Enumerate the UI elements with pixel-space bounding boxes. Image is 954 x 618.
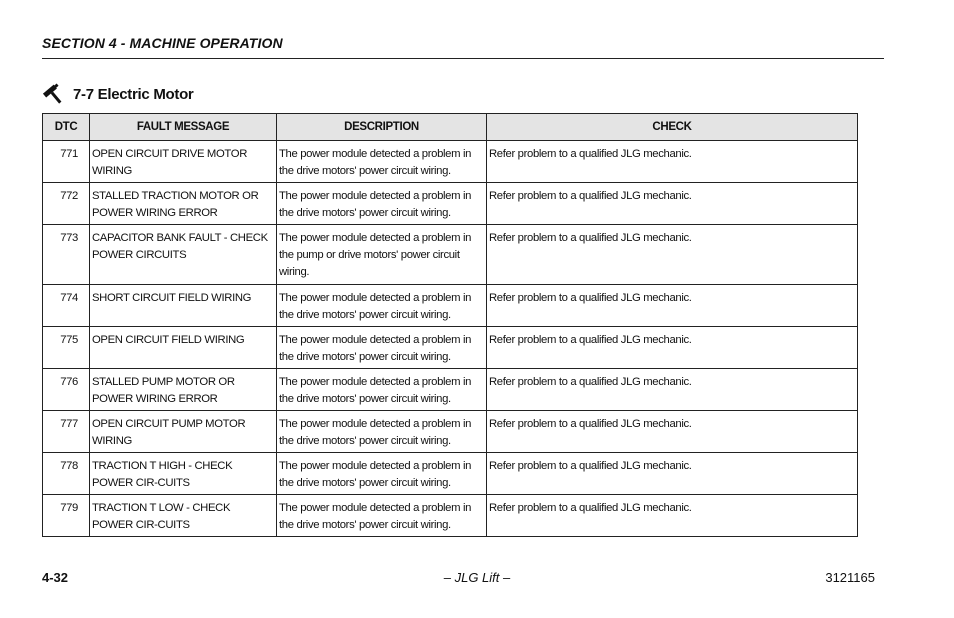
table-row [43,285,858,327]
dtc-cell: 779 [43,495,90,537]
dtc-cell: 776 [43,369,90,411]
check-cell: Refer problem to a qualified JLG mechanic. [487,411,858,453]
table-header-row [43,114,858,141]
column-header-dtc: DTC [43,114,90,141]
check-cell: Refer problem to a qualified JLG mechanic. [487,327,858,369]
description-cell: The power module detected a problem in the drive motors' power circuit wiring. [277,495,487,537]
fault-message-cell: OPEN CIRCUIT DRIVE MOTOR WIRING [90,141,277,183]
footer-brand: – JLG Lift – [443,570,511,585]
dtc-cell: 777 [43,411,90,453]
dtc-cell: 772 [43,183,90,225]
check-cell: Refer problem to a qualified JLG mechanic. [487,141,858,183]
check-cell: Refer problem to a qualified JLG mechanic. [487,495,858,537]
column-header-check: CHECK [487,114,858,141]
check-cell: Refer problem to a qualified JLG mechanic. [487,225,858,285]
document-number: 3121165 [825,570,875,585]
fault-message-cell: CAPACITOR BANK FAULT - CHECK POWER CIRCUITS [90,225,277,285]
dtc-cell: 775 [43,327,90,369]
description-cell: The power module detected a problem in the drive motors' power circuit wiring. [277,141,487,183]
dtc-cell: 771 [43,141,90,183]
fault-message-cell: STALLED TRACTION MOTOR OR POWER WIRING ERROR [90,183,277,225]
description-cell: The power module detected a problem in the drive motors' power circuit wiring. [277,285,487,327]
fault-message-cell: OPEN CIRCUIT PUMP MOTOR WIRING [90,411,277,453]
table-row [43,453,858,495]
description-cell: The power module detected a problem in the drive motors' power circuit wiring. [277,183,487,225]
table-row [43,327,858,369]
description-cell: The power module detected a problem in the pump or drive motors' power circuit wiring. [277,225,487,285]
check-cell: Refer problem to a qualified JLG mechanic. [487,453,858,495]
check-cell: Refer problem to a qualified JLG mechanic. [487,183,858,225]
check-cell: Refer problem to a qualified JLG mechanic. [487,369,858,411]
table-row [43,225,858,285]
page-number: 4-32 [42,570,69,585]
table-row [43,369,858,411]
fault-message-cell: OPEN CIRCUIT FIELD WIRING [90,327,277,369]
dtc-cell: 774 [43,285,90,327]
column-header-description: DESCRIPTION [277,114,487,141]
fault-message-cell: SHORT CIRCUIT FIELD WIRING [90,285,277,327]
table-row [43,411,858,453]
header-rule [42,58,884,59]
fault-table [42,113,858,537]
fault-message-cell: STALLED PUMP MOTOR OR POWER WIRING ERROR [90,369,277,411]
table-row [43,495,858,537]
check-cell: Refer problem to a qualified JLG mechanic. [487,285,858,327]
column-header-fault-message: FAULT MESSAGE [90,114,277,141]
table-row [43,141,858,183]
description-cell: The power module detected a problem in the drive motors' power circuit wiring. [277,453,487,495]
fault-message-cell: TRACTION T HIGH - CHECK POWER CIR-CUITS [90,453,277,495]
table-row [43,183,858,225]
dtc-cell: 773 [43,225,90,285]
section-header: SECTION 4 - MACHINE OPERATION [42,35,283,51]
description-cell: The power module detected a problem in the drive motors' power circuit wiring. [277,327,487,369]
section-title [43,82,193,106]
hammer-icon [43,82,67,106]
description-cell: The power module detected a problem in the drive motors' power circuit wiring. [277,411,487,453]
fault-message-cell: TRACTION T LOW - CHECK POWER CIR-CUITS [90,495,277,537]
description-cell: The power module detected a problem in the drive motors' power circuit wiring. [277,369,487,411]
dtc-cell: 778 [43,453,90,495]
page-title: 7-7 Electric Motor [73,85,194,103]
